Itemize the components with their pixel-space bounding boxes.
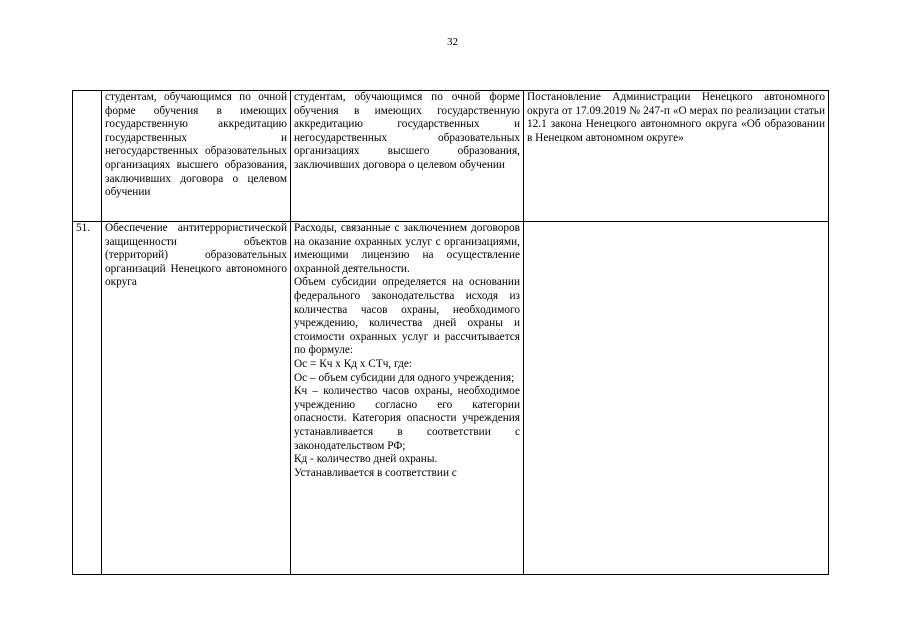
- page-number: 32: [447, 36, 458, 48]
- description-paragraph: Расходы, связанные с заключением договоров на оказание охранных услуг с организациями, имеющими лицензию на осуществление охранной деятельности.: [294, 222, 520, 275]
- description-paragraph: Кч – количество часов охраны, необходимое учреждению согласно его категории опасности. Категория опасности учреждения устанавливается в соответствии с законодательством РФ;: [294, 385, 520, 452]
- table-row: [73, 222, 829, 575]
- description-paragraph: Устанавливается в соответствии с: [294, 466, 457, 479]
- row-number-cell: 51.: [73, 222, 102, 575]
- measure-name-cell: Обеспечение антитеррористической защищенности объектов (территорий) образовательных организаций Ненецкого автономного округа: [102, 222, 291, 575]
- row-number-cell: [73, 91, 102, 222]
- description-paragraph: Кд - количество дней охраны.: [294, 453, 438, 466]
- table-row: [73, 91, 829, 222]
- formula-line: Ос = Кч x Кд x СТч, где:: [294, 357, 413, 370]
- measure-description-cell: [291, 222, 524, 575]
- legal-basis-cell: Постановление Администрации Ненецкого автономного округа от 17.09.2019 № 247-п «О мерах по реализации статьи 12.1 закона Ненецкого автономного округа «Об образовании в Ненецком автономном округе»: [524, 91, 829, 222]
- description-paragraph: Объем субсидии определяется на основании федерального законодательства исходя из количества часов охраны, необходимого учреждению, количества дней охраны и стоимости охранных услуг и рассчитывается по формуле:: [294, 276, 520, 357]
- measure-description-cell: [291, 91, 524, 222]
- description-paragraph: студентам, обучающимся по очной форме обучения в имеющих государственную аккредитацию государственных и негосударственных образовательных организациях высшего образования, заключивших договора о целевом обучении: [294, 91, 520, 171]
- document-table: [72, 90, 829, 575]
- description-paragraph: Ос – объем субсидии для одного учреждения;: [294, 371, 515, 384]
- legal-basis-cell: [524, 222, 829, 575]
- measure-name-cell: студентам, обучающимся по очной форме обучения в имеющих государственную аккредитацию государственных и негосударственных образовательных организациях высшего образования, заключивших договора о целевом обучении: [102, 91, 291, 222]
